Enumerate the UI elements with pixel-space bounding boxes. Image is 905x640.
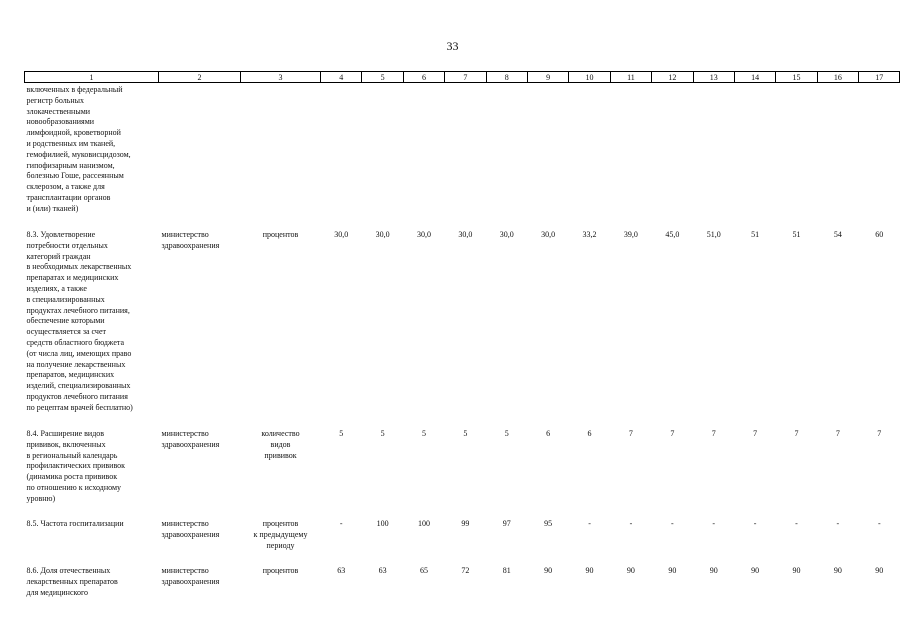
- value-cell: 30,0: [334, 230, 349, 239]
- value-cell: 5: [380, 429, 385, 438]
- column-number: 11: [610, 72, 651, 83]
- value-cell: 90: [585, 566, 594, 575]
- indicator-name: 8.5. Частота госпитализации: [26, 519, 124, 528]
- column-number: 5: [362, 72, 403, 83]
- responsible-body: министерство здравоохранения: [161, 566, 220, 586]
- unit-of-measure: процентов: [262, 566, 299, 575]
- value-cell: [362, 83, 403, 231]
- unit-of-measure: процентов: [262, 230, 299, 239]
- value-cell: [817, 83, 858, 231]
- indicator-name: 8.6. Доля отечественных лекарственных препаратов для медицинского: [26, 566, 118, 597]
- value-cell: 7: [628, 429, 633, 438]
- value-cell: 30,0: [375, 230, 390, 239]
- value-cell: -: [670, 519, 674, 528]
- value-cell: -: [629, 519, 633, 528]
- value-cell: 39,0: [623, 230, 638, 239]
- value-cell: 7: [753, 429, 758, 438]
- value-cell: 7: [794, 429, 799, 438]
- value-cell: 90: [833, 566, 842, 575]
- value-cell: 45,0: [665, 230, 680, 239]
- table-body: [25, 83, 900, 607]
- column-number: 13: [693, 72, 734, 83]
- value-cell: 99: [461, 519, 470, 528]
- value-cell: 90: [709, 566, 718, 575]
- indicator-name: 8.4. Расширение видов прививок, включенных в региональный календарь профилактических прививок (динамика роста прививок по отношению к исходному уровню): [26, 429, 126, 503]
- value-cell: 30,0: [541, 230, 556, 239]
- responsible-body: [159, 83, 241, 231]
- value-cell: -: [877, 519, 881, 528]
- table-row: [25, 230, 900, 429]
- column-number: 14: [734, 72, 775, 83]
- column-number-row: [25, 72, 900, 83]
- value-cell: 5: [421, 429, 426, 438]
- value-cell: [610, 83, 651, 231]
- value-cell: 5: [339, 429, 344, 438]
- value-cell: 100: [417, 519, 430, 528]
- column-number: 12: [652, 72, 693, 83]
- value-cell: 7: [877, 429, 882, 438]
- value-cell: 7: [835, 429, 840, 438]
- value-cell: 97: [502, 519, 511, 528]
- value-cell: [776, 83, 817, 231]
- responsible-body: министерство здравоохранения: [161, 230, 220, 250]
- value-cell: 90: [626, 566, 635, 575]
- value-cell: [486, 83, 527, 231]
- value-cell: [859, 83, 900, 231]
- value-cell: 5: [504, 429, 509, 438]
- responsible-body: министерство здравоохранения: [161, 519, 220, 539]
- column-number: 17: [859, 72, 900, 83]
- column-number: 15: [776, 72, 817, 83]
- value-cell: -: [588, 519, 591, 528]
- value-cell: 5: [463, 429, 468, 438]
- value-cell: 30,0: [416, 230, 431, 239]
- value-cell: -: [753, 519, 757, 528]
- value-cell: 6: [546, 429, 551, 438]
- value-cell: 95: [544, 519, 553, 528]
- value-cell: [569, 83, 610, 231]
- value-cell: 90: [751, 566, 760, 575]
- value-cell: 100: [376, 519, 389, 528]
- value-cell: 7: [670, 429, 675, 438]
- unit-of-measure: процентов к предыдущему периоду: [253, 519, 308, 550]
- value-cell: -: [339, 519, 343, 528]
- value-cell: -: [712, 519, 716, 528]
- table-row: [25, 429, 900, 519]
- value-cell: 90: [875, 566, 884, 575]
- value-cell: -: [795, 519, 798, 528]
- table-row: [25, 519, 900, 566]
- value-cell: 33,2: [582, 230, 597, 239]
- value-cell: 65: [419, 566, 428, 575]
- value-cell: -: [836, 519, 840, 528]
- value-cell: 60: [875, 230, 884, 239]
- value-cell: [445, 83, 486, 231]
- value-cell: 90: [544, 566, 553, 575]
- value-cell: 6: [587, 429, 592, 438]
- value-cell: 30,0: [458, 230, 473, 239]
- value-cell: 54: [833, 230, 842, 239]
- column-number: 9: [527, 72, 568, 83]
- value-cell: 90: [668, 566, 677, 575]
- column-number: 6: [403, 72, 444, 83]
- value-cell: [527, 83, 568, 231]
- table-row: [25, 83, 900, 231]
- page-number: 33: [446, 39, 459, 53]
- column-number: 2: [159, 72, 241, 83]
- value-cell: [734, 83, 775, 231]
- value-cell: [652, 83, 693, 231]
- column-number: 1: [25, 72, 159, 83]
- table-row: [25, 566, 900, 606]
- value-cell: 63: [378, 566, 387, 575]
- column-number: 7: [445, 72, 486, 83]
- column-number: 8: [486, 72, 527, 83]
- value-cell: 72: [461, 566, 470, 575]
- value-cell: 51: [792, 230, 801, 239]
- value-cell: 51: [751, 230, 760, 239]
- responsible-body: министерство здравоохранения: [161, 429, 220, 449]
- value-cell: 81: [502, 566, 511, 575]
- value-cell: 63: [337, 566, 346, 575]
- value-cell: [693, 83, 734, 231]
- column-number: 10: [569, 72, 610, 83]
- unit-of-measure: [241, 83, 321, 231]
- column-number: 3: [241, 72, 321, 83]
- value-cell: 30,0: [499, 230, 514, 239]
- indicator-name: включенных в федеральный регистр больных злокачественными новообразованиями лимфоидной, кроветворной и родственных им тканей, гемофилией, муковисцидозом, гипофизарным нанизмом, болезнью Гоше, рассеянным склерозом, а также для трансплантации органов и (или) тканей): [26, 85, 131, 213]
- value-cell: 51,0: [706, 230, 721, 239]
- unit-of-measure: количество видов прививок: [261, 429, 300, 460]
- value-cell: [403, 83, 444, 231]
- value-cell: [321, 83, 362, 231]
- value-cell: 7: [711, 429, 716, 438]
- indicator-name: 8.3. Удовлетворение потребности отдельных категорий граждан в необходимых лекарственных препаратах и медицинских изделиях, а также в специализированных продуктах лечебного питания, обеспечение которыми осуществляется за счет средств областного бюджета (от числа лиц, имеющих право на получение лекарственных препаратов, медицинских изделий, специализированных продуктов лечебного питания по рецептам врачей бесплатно): [26, 230, 133, 412]
- column-number: 16: [817, 72, 858, 83]
- column-number: 4: [321, 72, 362, 83]
- value-cell: 90: [792, 566, 801, 575]
- indicators-table: [24, 71, 900, 606]
